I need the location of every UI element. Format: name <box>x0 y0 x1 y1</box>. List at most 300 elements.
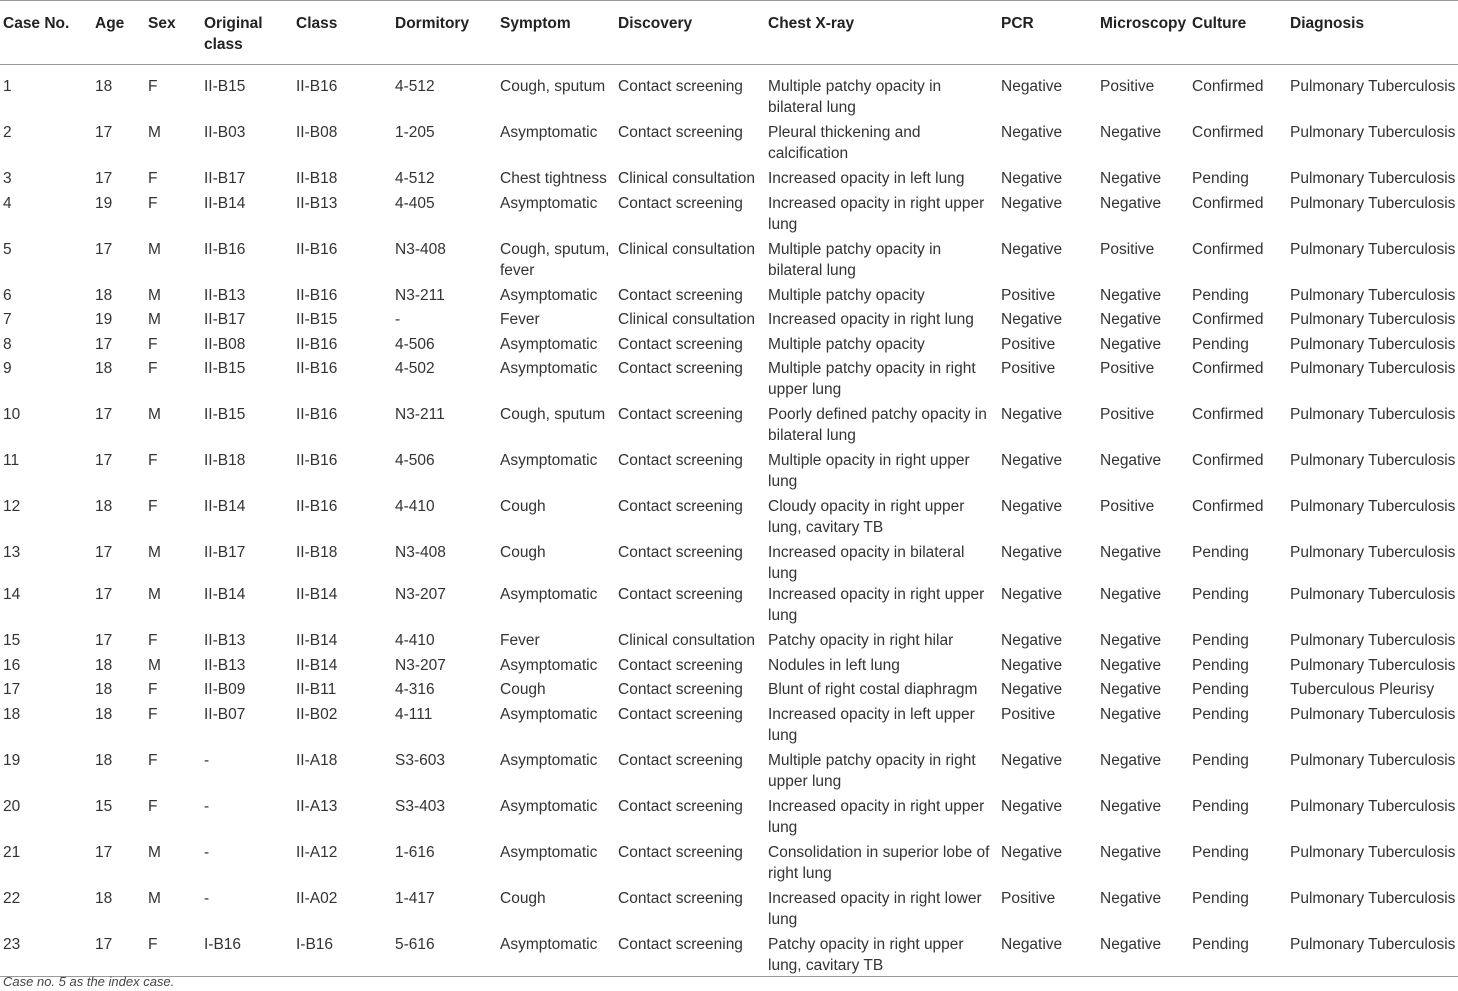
cell-case-no: 20 <box>3 797 21 815</box>
cell-symptom: Asymptomatic <box>497 934 615 977</box>
cell-dormitory: 4-512 <box>395 78 435 95</box>
cell-diagnosis: Pulmonary Tuberculosis <box>1290 311 1456 328</box>
cell-original-class: II-B14 <box>204 586 246 603</box>
cell-dormitory: 4-111 <box>395 705 433 723</box>
cell-diagnosis: Pulmonary Tuberculosis <box>1290 406 1456 423</box>
cell-original-class: I-B16 <box>201 934 293 977</box>
cell-age: 18 <box>95 286 113 304</box>
cell-case-no: 13 <box>3 544 21 561</box>
cell-discovery: Contact screening <box>618 124 743 141</box>
cell-sex: M <box>148 544 161 561</box>
header-diagnosis: Diagnosis <box>1287 1 1458 65</box>
cell-original-class: II-B13 <box>204 632 246 649</box>
cell-class: II-B18 <box>296 170 338 187</box>
cell-sex: M <box>148 889 161 907</box>
table-row <box>0 842 1458 888</box>
cell-age: 17 <box>95 170 113 187</box>
cell-pcr: Negative <box>1001 240 1063 258</box>
cell-sex: F <box>148 681 158 698</box>
cell-age: 17 <box>95 240 113 258</box>
cell-diagnosis: Pulmonary Tuberculosis <box>1290 632 1456 649</box>
header-chest-xray: Chest X-ray <box>765 1 998 65</box>
cell-pcr: Positive <box>1001 286 1056 304</box>
cell-pcr: Negative <box>1001 170 1063 187</box>
cell-dormitory: 4-506 <box>395 452 435 469</box>
cell-diagnosis: Pulmonary Tuberculosis <box>1290 889 1456 907</box>
cell-class: II-B13 <box>296 194 338 212</box>
cell-sex: F <box>145 934 201 977</box>
cell-microscopy: Positive <box>1100 78 1155 95</box>
cell-original-class: II-B08 <box>204 335 246 353</box>
cell-dormitory: N3-408 <box>395 240 446 258</box>
cell-microscopy: Negative <box>1100 632 1162 649</box>
table-row <box>0 934 1458 977</box>
table-row <box>0 542 1458 584</box>
cell-microscopy: Negative <box>1100 335 1162 353</box>
cell-pcr: Negative <box>1001 797 1063 815</box>
cell-diagnosis: Pulmonary Tuberculosis <box>1290 452 1456 469</box>
cell-chest-xray: Multiple opacity in right upper lung <box>768 452 970 490</box>
cell-discovery: Contact screening <box>618 360 743 377</box>
cell-diagnosis: Pulmonary Tuberculosis <box>1290 170 1456 187</box>
cell-age: 17 <box>95 452 113 469</box>
cell-age: 17 <box>95 843 113 861</box>
cell-symptom: Asymptomatic <box>500 656 598 674</box>
cell-case-no: 5 <box>3 240 12 258</box>
cell-discovery: Contact screening <box>618 705 743 723</box>
cell-sex: F <box>148 78 158 95</box>
cell-culture: Pending <box>1192 286 1249 304</box>
cell-pcr: Negative <box>1001 498 1063 515</box>
cell-chest-xray: Patchy opacity in right hilar <box>768 632 954 649</box>
cell-discovery: Contact screening <box>618 286 743 304</box>
cell-pcr: Negative <box>1001 751 1063 769</box>
cell-dormitory: 4-316 <box>395 681 435 698</box>
cell-pcr: Positive <box>1001 889 1056 907</box>
cell-dormitory: 1-616 <box>395 843 435 861</box>
cell-discovery: Clinical consultation <box>618 632 755 649</box>
cell-age: 18 <box>95 78 113 95</box>
cell-microscopy: Negative <box>1100 170 1162 187</box>
cell-chest-xray: Multiple patchy opacity in bilateral lung <box>768 240 942 279</box>
table-row <box>0 122 1458 168</box>
cell-culture: Pending <box>1192 632 1249 649</box>
cell-symptom: Asymptomatic <box>500 797 598 815</box>
cell-chest-xray: Increased opacity in left upper lung <box>768 705 975 744</box>
header-pcr: PCR <box>998 1 1097 65</box>
cell-class: II-A13 <box>296 797 338 815</box>
cell-sex: F <box>148 632 158 649</box>
cell-case-no: 22 <box>3 889 21 907</box>
cell-microscopy: Negative <box>1100 797 1162 815</box>
cell-case-no: 14 <box>3 586 21 603</box>
cell-case-no: 10 <box>3 406 21 423</box>
cell-dormitory: 4-410 <box>395 498 435 515</box>
cell-diagnosis: Pulmonary Tuberculosis <box>1287 934 1458 977</box>
cell-diagnosis: Pulmonary Tuberculosis <box>1290 797 1456 815</box>
cell-chest-xray: Poorly defined patchy opacity in bilateral lung <box>768 406 987 444</box>
cell-symptom: Cough, sputum <box>500 406 606 423</box>
cell-age: 17 <box>95 544 113 561</box>
table-row <box>0 193 1458 239</box>
cell-microscopy: Negative <box>1097 934 1189 977</box>
cell-diagnosis: Pulmonary Tuberculosis <box>1290 544 1456 561</box>
cell-chest-xray: Pleural thickening and calcification <box>768 124 921 162</box>
cell-culture: Pending <box>1192 705 1249 723</box>
cell-case-no: 4 <box>3 194 12 212</box>
cell-microscopy: Negative <box>1100 311 1162 328</box>
cell-class: II-A18 <box>296 751 338 769</box>
cell-case-no: 18 <box>3 705 21 723</box>
cell-age: 17 <box>95 406 113 423</box>
cell-symptom: Cough, sputum, fever <box>500 240 610 279</box>
table-row <box>0 679 1458 704</box>
cell-age: 17 <box>95 335 113 353</box>
cell-case-no: 23 <box>0 934 92 977</box>
cell-dormitory: N3-408 <box>395 544 446 561</box>
cell-culture: Confirmed <box>1192 406 1264 423</box>
cell-pcr: Negative <box>998 934 1097 977</box>
cell-culture: Pending <box>1192 681 1249 698</box>
cell-age: 18 <box>95 705 113 723</box>
cell-chest-xray: Increased opacity in right upper lung <box>768 194 985 233</box>
cell-case-no: 16 <box>3 656 21 674</box>
cell-discovery: Contact screening <box>618 681 743 698</box>
cell-discovery: Contact screening <box>615 934 765 977</box>
cell-age: 19 <box>95 194 113 212</box>
cell-age: 18 <box>95 498 113 515</box>
cell-chest-xray: Increased opacity in right lung <box>768 311 974 328</box>
cell-discovery: Contact screening <box>618 335 743 353</box>
header-row <box>0 1 1458 65</box>
header-age: Age <box>92 1 145 65</box>
cell-microscopy: Positive <box>1100 406 1155 423</box>
cell-diagnosis: Pulmonary Tuberculosis <box>1290 124 1456 141</box>
cell-class: II-B08 <box>296 124 338 141</box>
cell-microscopy: Negative <box>1100 751 1162 769</box>
cell-case-no: 7 <box>3 311 12 328</box>
table-row <box>0 888 1458 934</box>
cell-pcr: Negative <box>1001 78 1063 95</box>
cell-culture: Pending <box>1192 797 1249 815</box>
cell-discovery: Contact screening <box>618 843 743 861</box>
cell-discovery: Contact screening <box>618 194 743 212</box>
table-body <box>0 65 1458 977</box>
table-row <box>0 239 1458 285</box>
table-row <box>0 285 1458 310</box>
cell-case-no: 9 <box>3 360 12 377</box>
cell-sex: M <box>148 124 161 141</box>
cell-age: 15 <box>95 797 113 815</box>
cell-microscopy: Negative <box>1100 194 1162 212</box>
cell-dormitory: 1-417 <box>395 889 435 907</box>
cell-original-class: II-B15 <box>204 360 246 377</box>
cell-original-class: II-B15 <box>204 406 246 423</box>
cell-microscopy: Negative <box>1100 452 1162 469</box>
cell-original-class: II-B13 <box>204 286 246 304</box>
header-dormitory: Dormitory <box>392 1 497 65</box>
cell-age: 17 <box>92 934 145 977</box>
cell-symptom: Fever <box>500 311 540 328</box>
cell-culture: Pending <box>1192 889 1249 907</box>
cell-original-class: - <box>204 797 210 815</box>
cell-diagnosis: Pulmonary Tuberculosis <box>1290 751 1456 769</box>
cell-diagnosis: Pulmonary Tuberculosis <box>1290 498 1456 515</box>
cell-culture: Pending <box>1189 934 1287 977</box>
cell-symptom: Cough <box>500 889 546 907</box>
cell-class: II-B16 <box>296 452 338 469</box>
cell-symptom: Cough <box>500 498 546 515</box>
cell-symptom: Asymptomatic <box>500 335 598 353</box>
cell-pcr: Negative <box>1001 124 1063 141</box>
cell-case-no: 17 <box>3 681 21 698</box>
cell-class: II-B02 <box>296 705 338 723</box>
cell-discovery: Clinical consultation <box>618 170 755 187</box>
cell-culture: Pending <box>1192 335 1249 353</box>
cell-symptom: Asymptomatic <box>500 843 598 861</box>
cell-original-class: II-B14 <box>204 194 246 212</box>
cell-microscopy: Negative <box>1100 889 1162 907</box>
header-class: Class <box>293 1 392 65</box>
cell-discovery: Contact screening <box>618 78 743 95</box>
header-microscopy: Microscopy <box>1097 1 1189 65</box>
cell-class: II-B14 <box>296 656 338 674</box>
table-row <box>0 584 1458 630</box>
cell-symptom: Cough <box>500 681 546 698</box>
cell-symptom: Asymptomatic <box>500 360 598 377</box>
cell-original-class: - <box>204 751 210 769</box>
table-row <box>0 309 1458 334</box>
cell-culture: Pending <box>1192 544 1249 561</box>
cell-discovery: Contact screening <box>618 656 743 674</box>
cell-discovery: Contact screening <box>618 751 743 769</box>
cell-case-no: 2 <box>3 124 12 141</box>
cell-case-no: 6 <box>3 286 12 304</box>
cell-pcr: Negative <box>1001 544 1063 561</box>
cell-sex: F <box>148 498 158 515</box>
cell-chest-xray: Increased opacity in right upper lung <box>768 797 985 836</box>
cell-dormitory: N3-207 <box>395 586 446 603</box>
cell-chest-xray: Multiple patchy opacity <box>768 286 925 304</box>
cell-microscopy: Negative <box>1100 705 1162 723</box>
cell-culture: Confirmed <box>1192 360 1264 377</box>
cell-symptom: Asymptomatic <box>500 286 598 304</box>
cell-symptom: Asymptomatic <box>500 586 598 603</box>
cell-microscopy: Positive <box>1100 498 1155 515</box>
cell-diagnosis: Pulmonary Tuberculosis <box>1290 705 1456 723</box>
cell-case-no: 12 <box>3 498 21 515</box>
cell-chest-xray: Multiple patchy opacity <box>768 335 925 353</box>
cell-class: II-B16 <box>296 498 338 515</box>
cell-case-no: 15 <box>3 632 21 649</box>
cell-discovery: Contact screening <box>618 452 743 469</box>
header-sex: Sex <box>145 1 201 65</box>
cell-class: II-B16 <box>296 406 338 423</box>
cell-sex: M <box>148 843 161 861</box>
cell-diagnosis: Pulmonary Tuberculosis <box>1290 360 1456 377</box>
cell-case-no: 1 <box>3 78 12 95</box>
cell-microscopy: Negative <box>1100 843 1162 861</box>
cell-microscopy: Positive <box>1100 360 1155 377</box>
cell-discovery: Contact screening <box>618 586 743 603</box>
cell-class: II-B14 <box>296 632 338 649</box>
cell-original-class: II-B18 <box>204 452 246 469</box>
cell-class: II-B16 <box>296 240 338 258</box>
cell-culture: Confirmed <box>1192 240 1264 258</box>
header-symptom: Symptom <box>497 1 615 65</box>
cell-chest-xray: Increased opacity in right lower lung <box>768 889 982 928</box>
cell-sex: F <box>148 170 158 187</box>
cell-sex: M <box>148 406 161 423</box>
cell-symptom: Fever <box>500 632 540 649</box>
table-row <box>0 750 1458 796</box>
cell-symptom: Asymptomatic <box>500 124 598 141</box>
table-footnote: Case no. 5 as the index case. <box>3 974 175 989</box>
cell-chest-xray: Increased opacity in right upper lung <box>768 586 985 624</box>
cell-dormitory: 4-502 <box>395 360 435 377</box>
table-row <box>0 704 1458 750</box>
cell-sex: F <box>148 797 158 815</box>
table-row <box>0 450 1458 496</box>
cell-chest-xray: Patchy opacity in right upper lung, cavitary TB <box>765 934 998 977</box>
cell-dormitory: 5-616 <box>392 934 497 977</box>
cell-case-no: 3 <box>3 170 12 187</box>
cell-microscopy: Negative <box>1100 586 1162 603</box>
cell-pcr: Negative <box>1001 632 1063 649</box>
cell-class: II-B18 <box>296 544 338 561</box>
cell-discovery: Clinical consultation <box>618 240 755 258</box>
cell-culture: Confirmed <box>1192 311 1264 328</box>
cell-sex: F <box>148 335 158 353</box>
cell-diagnosis: Pulmonary Tuberculosis <box>1290 335 1456 353</box>
cell-sex: M <box>148 656 161 674</box>
cell-diagnosis: Tuberculous Pleurisy <box>1290 681 1435 698</box>
cell-original-class: II-B14 <box>204 498 246 515</box>
table-row <box>0 65 1458 123</box>
table-row <box>0 655 1458 680</box>
cell-discovery: Contact screening <box>618 544 743 561</box>
cell-culture: Confirmed <box>1192 124 1264 141</box>
cell-microscopy: Negative <box>1100 681 1162 698</box>
cell-culture: Pending <box>1192 843 1249 861</box>
cell-age: 18 <box>95 889 113 907</box>
cell-discovery: Contact screening <box>618 406 743 423</box>
cell-symptom: Asymptomatic <box>500 194 598 212</box>
cell-sex: F <box>148 360 158 377</box>
cell-pcr: Positive <box>1001 705 1056 723</box>
cell-sex: M <box>148 240 161 258</box>
cell-original-class: II-B15 <box>204 78 246 95</box>
cell-pcr: Negative <box>1001 406 1063 423</box>
cell-diagnosis: Pulmonary Tuberculosis <box>1290 656 1456 674</box>
cell-class: II-B11 <box>296 681 337 698</box>
cell-original-class: II-B17 <box>204 170 246 187</box>
cell-class: II-B16 <box>296 286 338 304</box>
cell-dormitory: N3-207 <box>395 656 446 674</box>
cell-dormitory: S3-603 <box>395 751 445 769</box>
cell-class: II-A12 <box>296 843 338 861</box>
cell-original-class: II-B16 <box>204 240 246 258</box>
cell-sex: M <box>148 286 161 304</box>
cell-pcr: Negative <box>1001 656 1063 674</box>
cell-culture: Pending <box>1192 586 1249 603</box>
cell-class: I-B16 <box>293 934 392 977</box>
header-culture: Culture <box>1189 1 1287 65</box>
cell-chest-xray: Cloudy opacity in right upper lung, cavitary TB <box>768 498 965 536</box>
table-row <box>0 334 1458 359</box>
table-row <box>0 630 1458 655</box>
cell-pcr: Negative <box>1001 586 1063 603</box>
cell-culture: Confirmed <box>1192 452 1264 469</box>
cell-dormitory: N3-211 <box>395 406 445 423</box>
cell-dormitory: N3-211 <box>395 286 445 304</box>
cell-age: 18 <box>95 360 113 377</box>
header-original-class: Original class <box>201 1 293 65</box>
cell-microscopy: Positive <box>1100 240 1155 258</box>
table-row <box>0 358 1458 404</box>
cell-chest-xray: Increased opacity in bilateral lung <box>768 544 965 582</box>
cell-diagnosis: Pulmonary Tuberculosis <box>1290 194 1456 212</box>
cell-original-class: II-B07 <box>204 705 246 723</box>
cell-symptom: Asymptomatic <box>500 751 598 769</box>
cell-class: II-B16 <box>296 360 338 377</box>
cell-original-class: II-B03 <box>204 124 246 141</box>
cell-chest-xray: Multiple patchy opacity in bilateral lung <box>768 78 942 116</box>
cell-culture: Pending <box>1192 170 1249 187</box>
cell-discovery: Contact screening <box>618 889 743 907</box>
cell-dormitory: S3-403 <box>395 797 445 815</box>
cell-original-class: - <box>204 843 210 861</box>
cell-class: II-B16 <box>296 78 338 95</box>
cell-pcr: Negative <box>1001 681 1063 698</box>
cell-age: 18 <box>95 751 113 769</box>
cell-class: II-B14 <box>296 586 338 603</box>
cell-chest-xray: Nodules in left lung <box>768 656 900 674</box>
cell-pcr: Negative <box>1001 194 1063 212</box>
cell-culture: Confirmed <box>1192 194 1264 212</box>
cell-chest-xray: Multiple patchy opacity in right upper lung <box>768 751 976 790</box>
cell-pcr: Negative <box>1001 452 1063 469</box>
cell-case-no: 19 <box>3 751 21 769</box>
cell-class: II-B15 <box>296 311 338 328</box>
cell-sex: M <box>148 311 161 328</box>
cell-discovery: Contact screening <box>618 498 743 515</box>
cell-sex: F <box>148 194 158 212</box>
cell-chest-xray: Multiple patchy opacity in right upper lung <box>768 360 976 398</box>
cell-diagnosis: Pulmonary Tuberculosis <box>1290 286 1456 304</box>
cell-microscopy: Negative <box>1100 124 1162 141</box>
cell-sex: F <box>148 452 158 469</box>
cell-sex: F <box>148 751 158 769</box>
cell-culture: Confirmed <box>1192 78 1264 95</box>
cell-original-class: II-B13 <box>204 656 246 674</box>
cell-age: 17 <box>95 632 113 649</box>
cell-class: II-A02 <box>296 889 338 907</box>
cell-discovery: Contact screening <box>618 797 743 815</box>
cell-diagnosis: Pulmonary Tuberculosis <box>1290 586 1456 603</box>
cell-pcr: Positive <box>1001 335 1056 353</box>
cell-dormitory: 4-512 <box>395 170 435 187</box>
cell-sex: F <box>148 705 158 723</box>
cell-original-class: II-B17 <box>204 544 246 561</box>
cell-pcr: Negative <box>1001 843 1063 861</box>
cell-original-class: - <box>204 889 210 907</box>
cell-pcr: Positive <box>1001 360 1056 377</box>
cell-original-class: II-B17 <box>204 311 246 328</box>
cell-dormitory: - <box>395 311 401 328</box>
cell-age: 19 <box>95 311 113 328</box>
cell-chest-xray: Consolidation in superior lobe of right lung <box>768 843 990 882</box>
